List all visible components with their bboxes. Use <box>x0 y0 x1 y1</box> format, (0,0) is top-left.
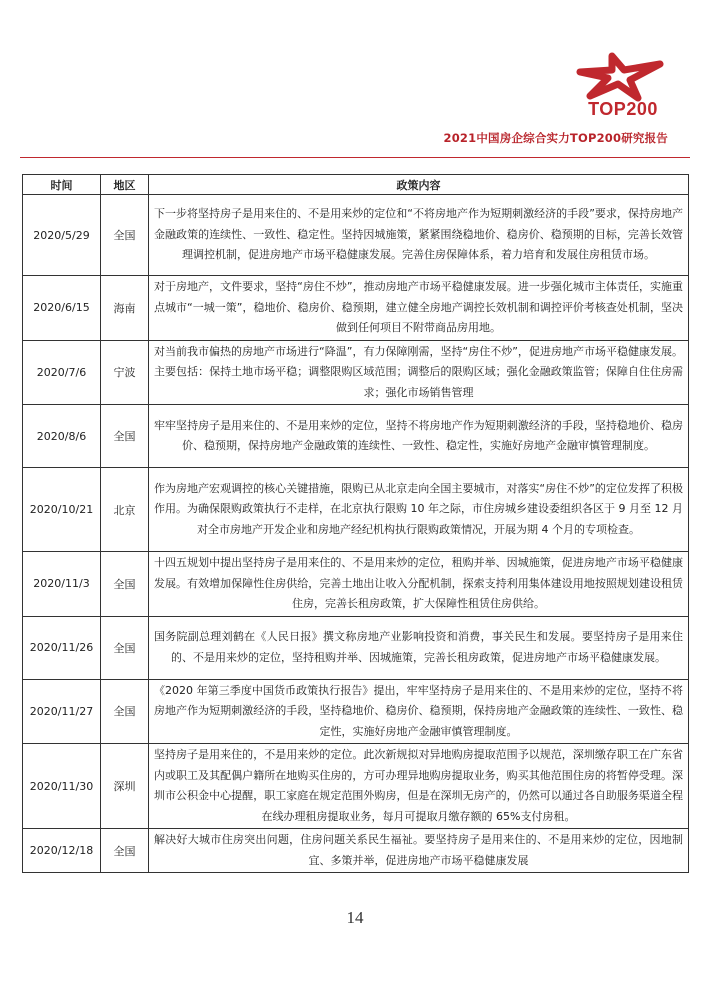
table-row <box>23 405 689 468</box>
top200-logo <box>568 52 678 122</box>
row-date: 2020/11/27 <box>23 679 101 744</box>
row-policy-content: 国务院副总理刘鹤在《人民日报》撰文称房地产业影响投资和消费，事关民生和发展。要坚持房子是用来住的、不是用来炒的定位，坚持租购并举、因城施策，完善长租房政策，促进房地产市场平稳健康发展。 <box>149 616 689 679</box>
row-policy-content: 十四五规划中提出坚持房子是用来住的、不是用来炒的定位，租购并举、因城施策，促进房地产市场平稳健康发展。有效增加保障性住房供给，完善土地出让收入分配机制，探索支持利用集体建设用地按照规划建设租赁住房，完善长租房政策，扩大保障性租赁住房供给。 <box>149 552 689 617</box>
policy-table <box>22 174 689 873</box>
table-row <box>23 679 689 744</box>
row-date: 2020/10/21 <box>23 468 101 552</box>
row-date: 2020/12/18 <box>23 829 101 873</box>
column-header-date: 时间 <box>23 175 101 195</box>
row-region: 全国 <box>101 552 149 617</box>
row-policy-content: 《2020 年第三季度中国货币政策执行报告》提出，牢牢坚持房子是用来住的、不是用来炒的定位，坚持不将房地产作为短期刺激经济的手段，坚持稳地价、稳房价、稳预期，保持房地产金融政策的连续性、一致性、稳定性，实施好房地产金融审慎管理制度。 <box>149 679 689 744</box>
row-policy-content: 牢牢坚持房子是用来住的、不是用来炒的定位，坚持不将房地产作为短期刺激经济的手段，坚持稳地价、稳房价、稳预期，保持房地产金融政策的连续性、一致性、稳定性，实施好房地产金融审慎管理制度。 <box>149 405 689 468</box>
table-row <box>23 552 689 617</box>
row-date: 2020/11/26 <box>23 616 101 679</box>
table-row <box>23 468 689 552</box>
row-region: 宁波 <box>101 340 149 405</box>
row-policy-content: 坚持房子是用来住的，不是用来炒的定位。此次新规拟对异地购房提取范围予以规范，深圳缴存职工在广东省内或职工及其配偶户籍所在地购买住房的，方可办理异地购房提取业务，购买其他范围住房的将暂停受理。深圳市公积金中心提醒，职工家庭在规定范围外购房，但是在深圳无房产的，仍然可以通过各自助服务渠道全程在线办理租房提取业务，每月可提取月缴存额的 65%支付房租。 <box>149 744 689 829</box>
row-region: 深圳 <box>101 744 149 829</box>
row-region: 全国 <box>101 195 149 276</box>
header-divider <box>20 157 690 158</box>
row-policy-content: 下一步将坚持房子是用来住的、不是用来炒的定位和“不将房地产作为短期刺激经济的手段”要求，保持房地产金融政策的连续性、一致性、稳定性。坚持因城施策，紧紧围绕稳地价、稳房价、稳预期的目标，完善长效管理调控机制，促进房地产市场平稳健康发展。完善住房保障体系，着力培育和发展住房租赁市场。 <box>149 195 689 276</box>
table-row <box>23 829 689 873</box>
row-policy-content: 对于房地产，文件要求，坚持“房住不炒”，推动房地产市场平稳健康发展。进一步强化城市主体责任，实施重点城市“一城一策”，稳地价、稳房价、稳预期，建立健全房地产调控长效机制和调控评价考核查处机制，坚决做到任何项目不附带商品房用地。 <box>149 276 689 341</box>
column-header-content: 政策内容 <box>149 175 689 195</box>
report-title: 2021中国房企综合实力TOP200研究报告 <box>443 131 668 145</box>
row-policy-content: 作为房地产宏观调控的核心关键措施，限购已从北京走向全国主要城市，对落实“房住不炒”的定位发挥了积极作用。为确保限购政策执行不走样，在北京执行限购 10 年之际，市住房城乡建设委组织各区于 9 月至 12 月对全市房地产开发企业和房地产经纪机构执行限购政策情况，开展为期 4 个月的专项检查。 <box>149 468 689 552</box>
row-region: 全国 <box>101 616 149 679</box>
table-header-row <box>23 175 689 195</box>
row-date: 2020/5/29 <box>23 195 101 276</box>
row-region: 全国 <box>101 405 149 468</box>
row-region: 全国 <box>101 679 149 744</box>
row-date: 2020/6/15 <box>23 276 101 341</box>
row-region: 海南 <box>101 276 149 341</box>
table-row <box>23 744 689 829</box>
row-date: 2020/11/30 <box>23 744 101 829</box>
row-date: 2020/7/6 <box>23 340 101 405</box>
table-row <box>23 340 689 405</box>
star-logo-icon <box>568 52 678 102</box>
row-date: 2020/8/6 <box>23 405 101 468</box>
row-policy-content: 对当前我市偏热的房地产市场进行“降温”，有力保障刚需，坚持“房住不炒”，促进房地产市场平稳健康发展。主要包括：保持土地市场平稳；调整限购区域范围；调整后的限购区域；强化金融政策监管；保障自住住房需求；强化市场销售管理 <box>149 340 689 405</box>
row-policy-content: 解决好大城市住房突出问题，住房问题关系民生福祉。要坚持房子是用来住的、不是用来炒的定位，因地制宜、多策并举，促进房地产市场平稳健康发展 <box>149 829 689 873</box>
table-row <box>23 276 689 341</box>
row-region: 北京 <box>101 468 149 552</box>
row-region: 全国 <box>101 829 149 873</box>
logo-wordmark: TOP200 <box>588 99 658 119</box>
page-number: 14 <box>346 908 364 927</box>
table-row <box>23 616 689 679</box>
column-header-region: 地区 <box>101 175 149 195</box>
row-date: 2020/11/3 <box>23 552 101 617</box>
table-row <box>23 195 689 276</box>
